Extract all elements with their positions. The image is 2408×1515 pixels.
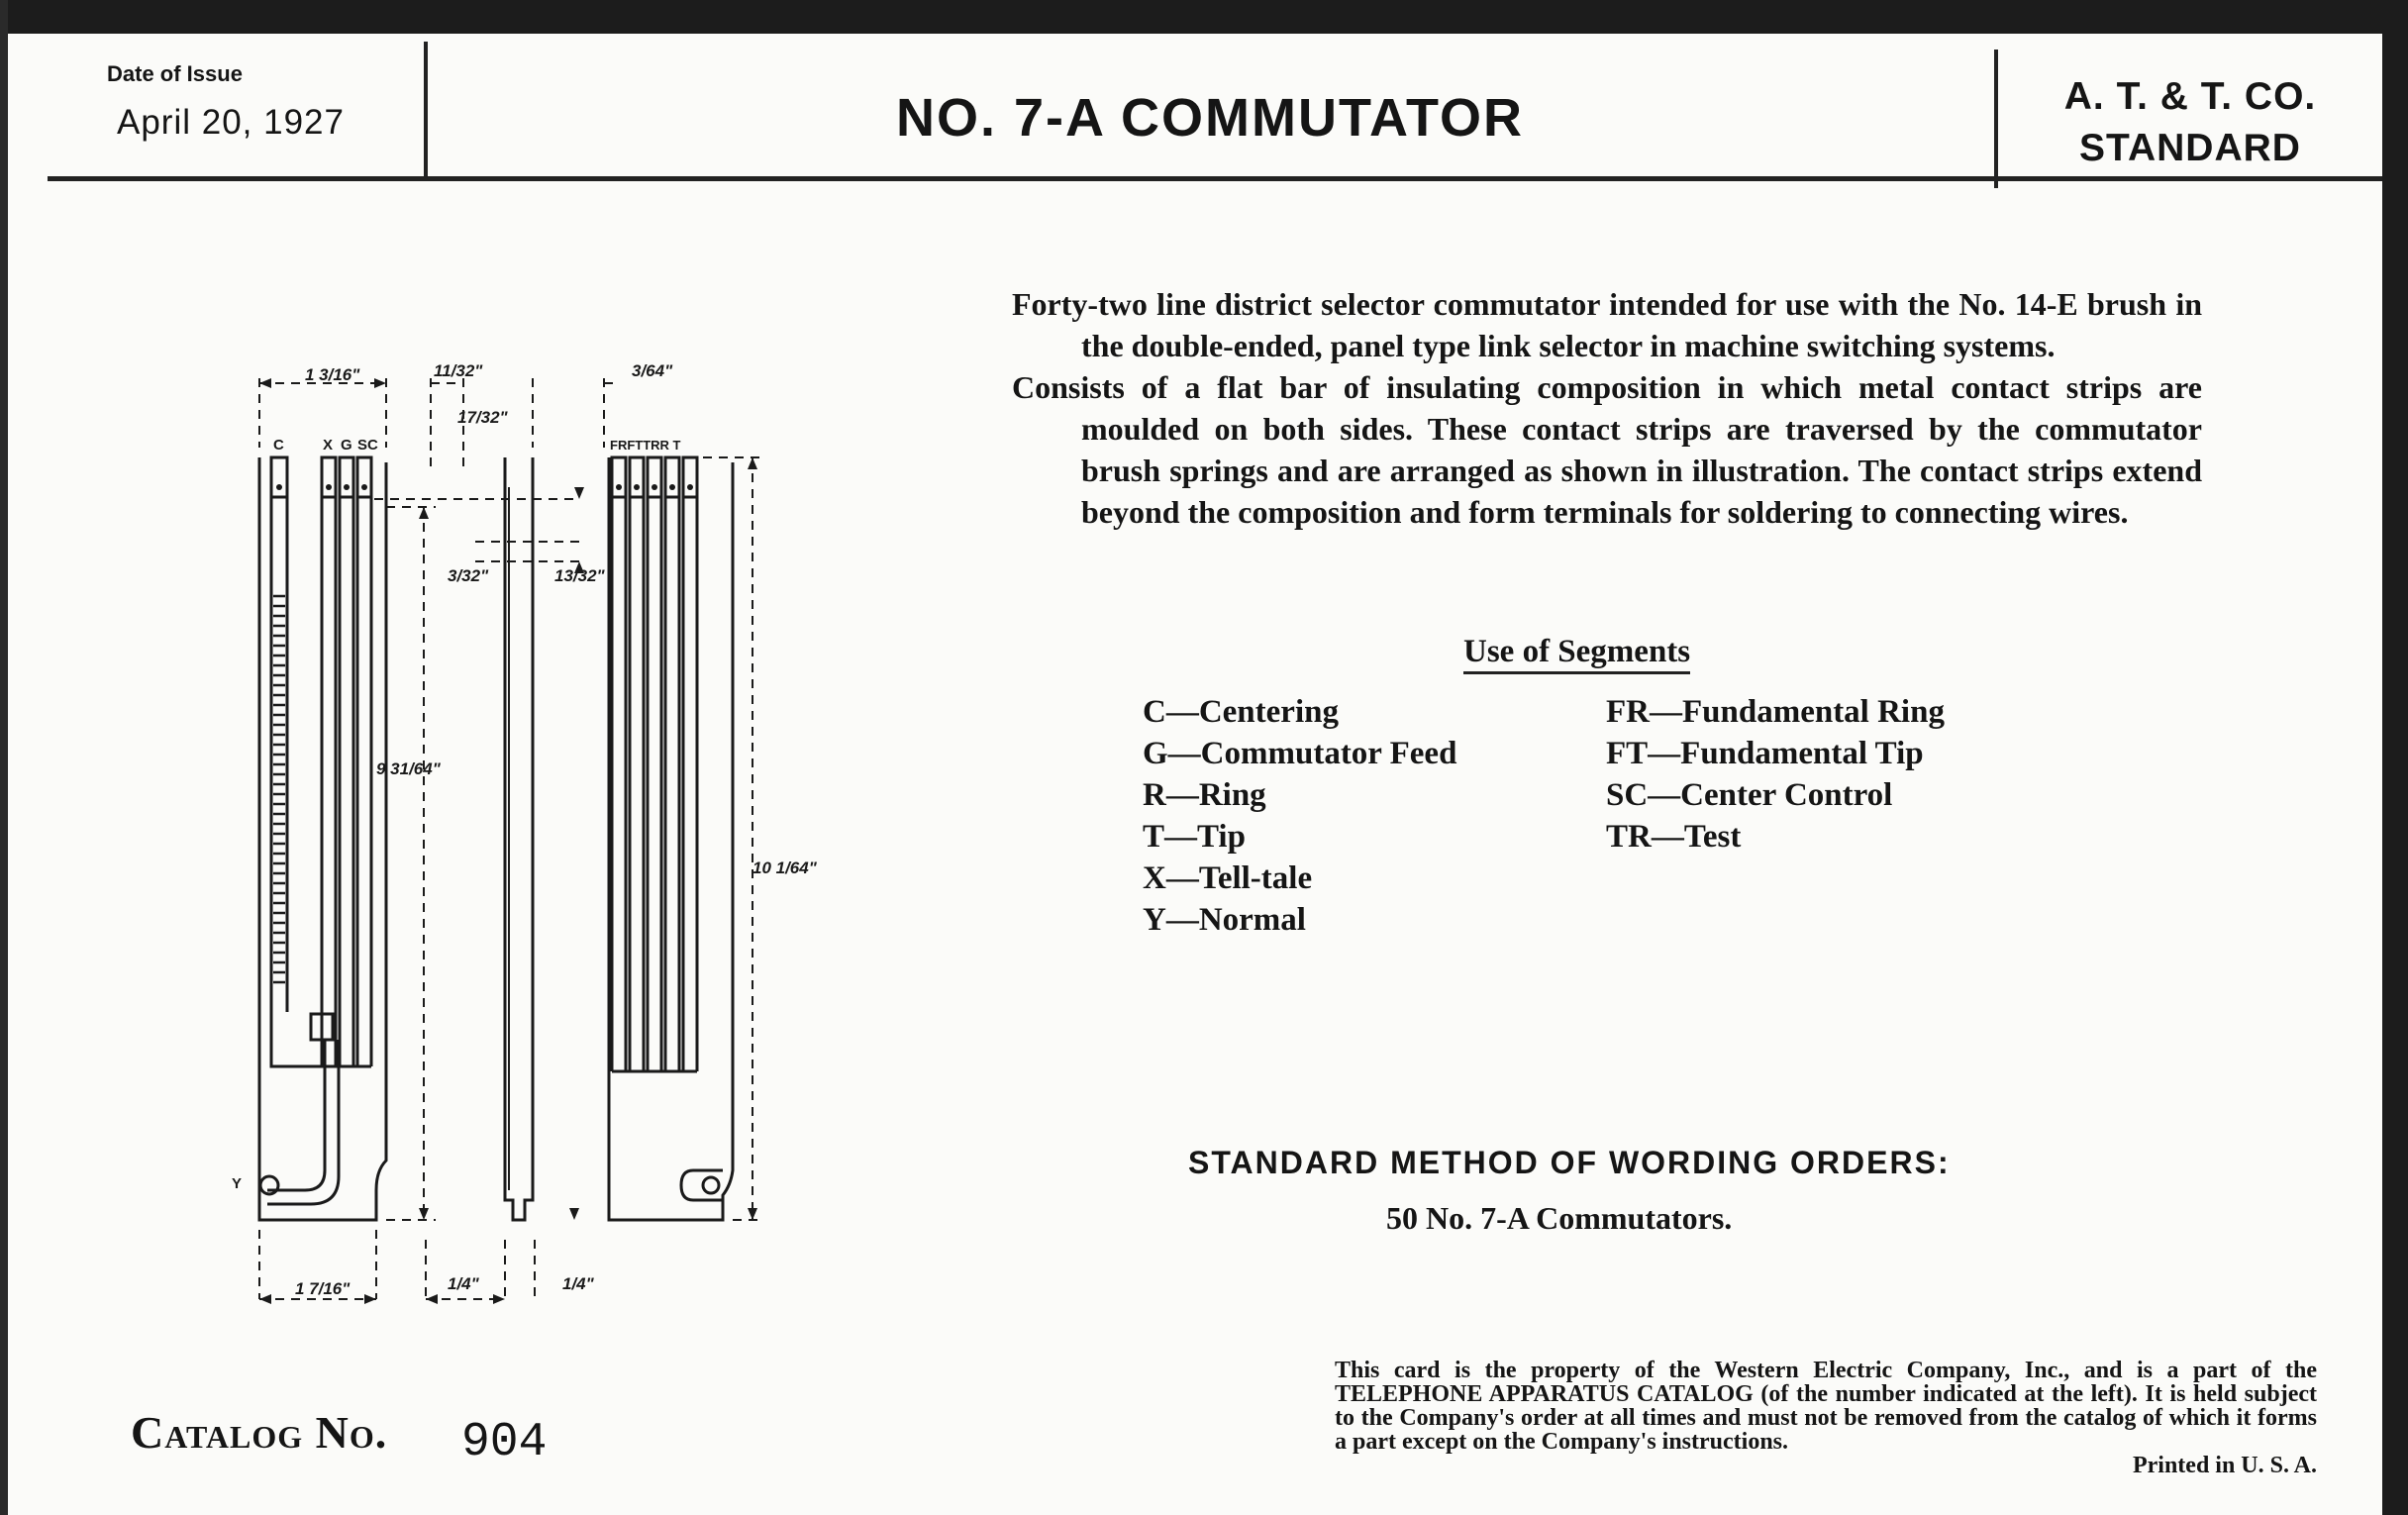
terminal-tr bbox=[648, 457, 661, 497]
dim-top-left: 1 3/16" bbox=[305, 365, 360, 384]
segments-list-left bbox=[1143, 691, 1456, 941]
label-sc: SC bbox=[357, 437, 378, 454]
dim-top-mid: 11/32" bbox=[434, 361, 483, 380]
company-line: A. T. & T. CO. bbox=[2063, 75, 2317, 118]
description-paragraph: Consists of a flat bar of insulating composition in which metal contact strips are moulded on both sides. These contact strips are traversed by the commutator brush springs and are arranged as shown in illustration. The contact strips extend beyond the composition and form terminals for soldering to connecting wires. bbox=[1012, 369, 2202, 530]
segment-item: FT—Fundamental Tip bbox=[1606, 736, 1924, 771]
terminal-fr bbox=[612, 457, 626, 497]
terminal-c bbox=[271, 457, 287, 497]
segment-item: FR—Fundamental Ring bbox=[1606, 694, 1945, 730]
dim-height-b: 10 1/64" bbox=[752, 858, 817, 877]
dim-small-b: 13/32" bbox=[554, 566, 605, 585]
catalog-number: 904 bbox=[461, 1416, 548, 1469]
dim-top-mid2: 17/32" bbox=[457, 408, 508, 427]
standard-line: STANDARD bbox=[2079, 127, 2301, 169]
header-rule bbox=[48, 176, 2382, 181]
segment-item: C—Centering bbox=[1143, 694, 1339, 730]
normal-lead bbox=[267, 1040, 325, 1190]
centering-teeth bbox=[273, 596, 285, 982]
label-right-face: FRFTTRR T bbox=[610, 438, 681, 453]
dim-small-a: 3/32" bbox=[448, 566, 489, 585]
right-face-outline bbox=[609, 457, 733, 1220]
ordering-heading: STANDARD METHOD OF WORDING ORDERS: bbox=[1188, 1145, 1951, 1180]
issue-date-label: Date of Issue bbox=[107, 61, 243, 86]
description-paragraph: Forty-two line district selector commutator intended for use with the No. 14-E brush in the double-ended, panel type link selector in machine switching systems. bbox=[1012, 286, 2202, 363]
property-notice bbox=[1335, 1359, 2317, 1477]
ordering-example: 50 No. 7-A Commutators. bbox=[1386, 1200, 1733, 1236]
segment-labels bbox=[232, 437, 681, 1192]
terminal-t bbox=[683, 457, 697, 497]
label-y: Y bbox=[232, 1175, 243, 1192]
header-divider-right bbox=[1994, 50, 1998, 188]
terminal-sc bbox=[357, 457, 371, 497]
label-g: G bbox=[341, 437, 352, 454]
dimension-labels bbox=[295, 361, 818, 1298]
terminal-x bbox=[322, 457, 336, 497]
printed-in-usa: Printed in U. S. A. bbox=[2132, 1453, 2317, 1478]
description bbox=[1012, 283, 2202, 533]
label-c: C bbox=[273, 437, 284, 454]
segment-item: X—Tell-tale bbox=[1143, 860, 1313, 896]
edge-view bbox=[505, 457, 533, 1220]
dim-bottom-mid: 1/4" bbox=[448, 1274, 479, 1293]
commutator-drawing bbox=[228, 349, 842, 1319]
label-x: X bbox=[323, 437, 334, 454]
scan-border-top bbox=[0, 0, 2408, 34]
dim-bottom-left: 1 7/16" bbox=[295, 1279, 351, 1298]
catalog-label: Catalog No. bbox=[131, 1407, 388, 1458]
property-notice-text: This card is the property of the Western Electric Company, Inc., and is a part of the TELEPHONE APPARATUS CATALOG (of the number indicated at the left). It is held subject to the Company's order at all times and must not be removed from the catalog of which it forms a part except on the Company's instructions. bbox=[1335, 1358, 2317, 1455]
dim-top-right: 3/64" bbox=[632, 361, 673, 380]
dim-bottom-right: 1/4" bbox=[562, 1274, 594, 1293]
terminal-ft bbox=[630, 457, 644, 497]
segment-item: G—Commutator Feed bbox=[1143, 736, 1457, 771]
segments-list-right bbox=[1606, 691, 1945, 858]
segment-item: TR—Test bbox=[1606, 819, 1742, 855]
dim-height-a: 9 31/64" bbox=[376, 759, 441, 778]
page-title: NO. 7-A COMMUTATOR bbox=[896, 88, 1524, 148]
terminal-r bbox=[665, 457, 679, 497]
company-standard bbox=[2002, 71, 2378, 174]
segment-item: SC—Center Control bbox=[1606, 777, 1893, 813]
scan-border-right bbox=[2382, 0, 2408, 1515]
segment-item: R—Ring bbox=[1143, 777, 1266, 813]
scan-border-left bbox=[0, 0, 8, 1515]
segment-item: Y—Normal bbox=[1143, 902, 1306, 938]
terminal-g bbox=[340, 457, 353, 497]
segment-item: T—Tip bbox=[1143, 819, 1246, 855]
segments-heading: Use of Segments bbox=[1463, 634, 1690, 674]
issue-date: April 20, 1927 bbox=[117, 103, 345, 142]
